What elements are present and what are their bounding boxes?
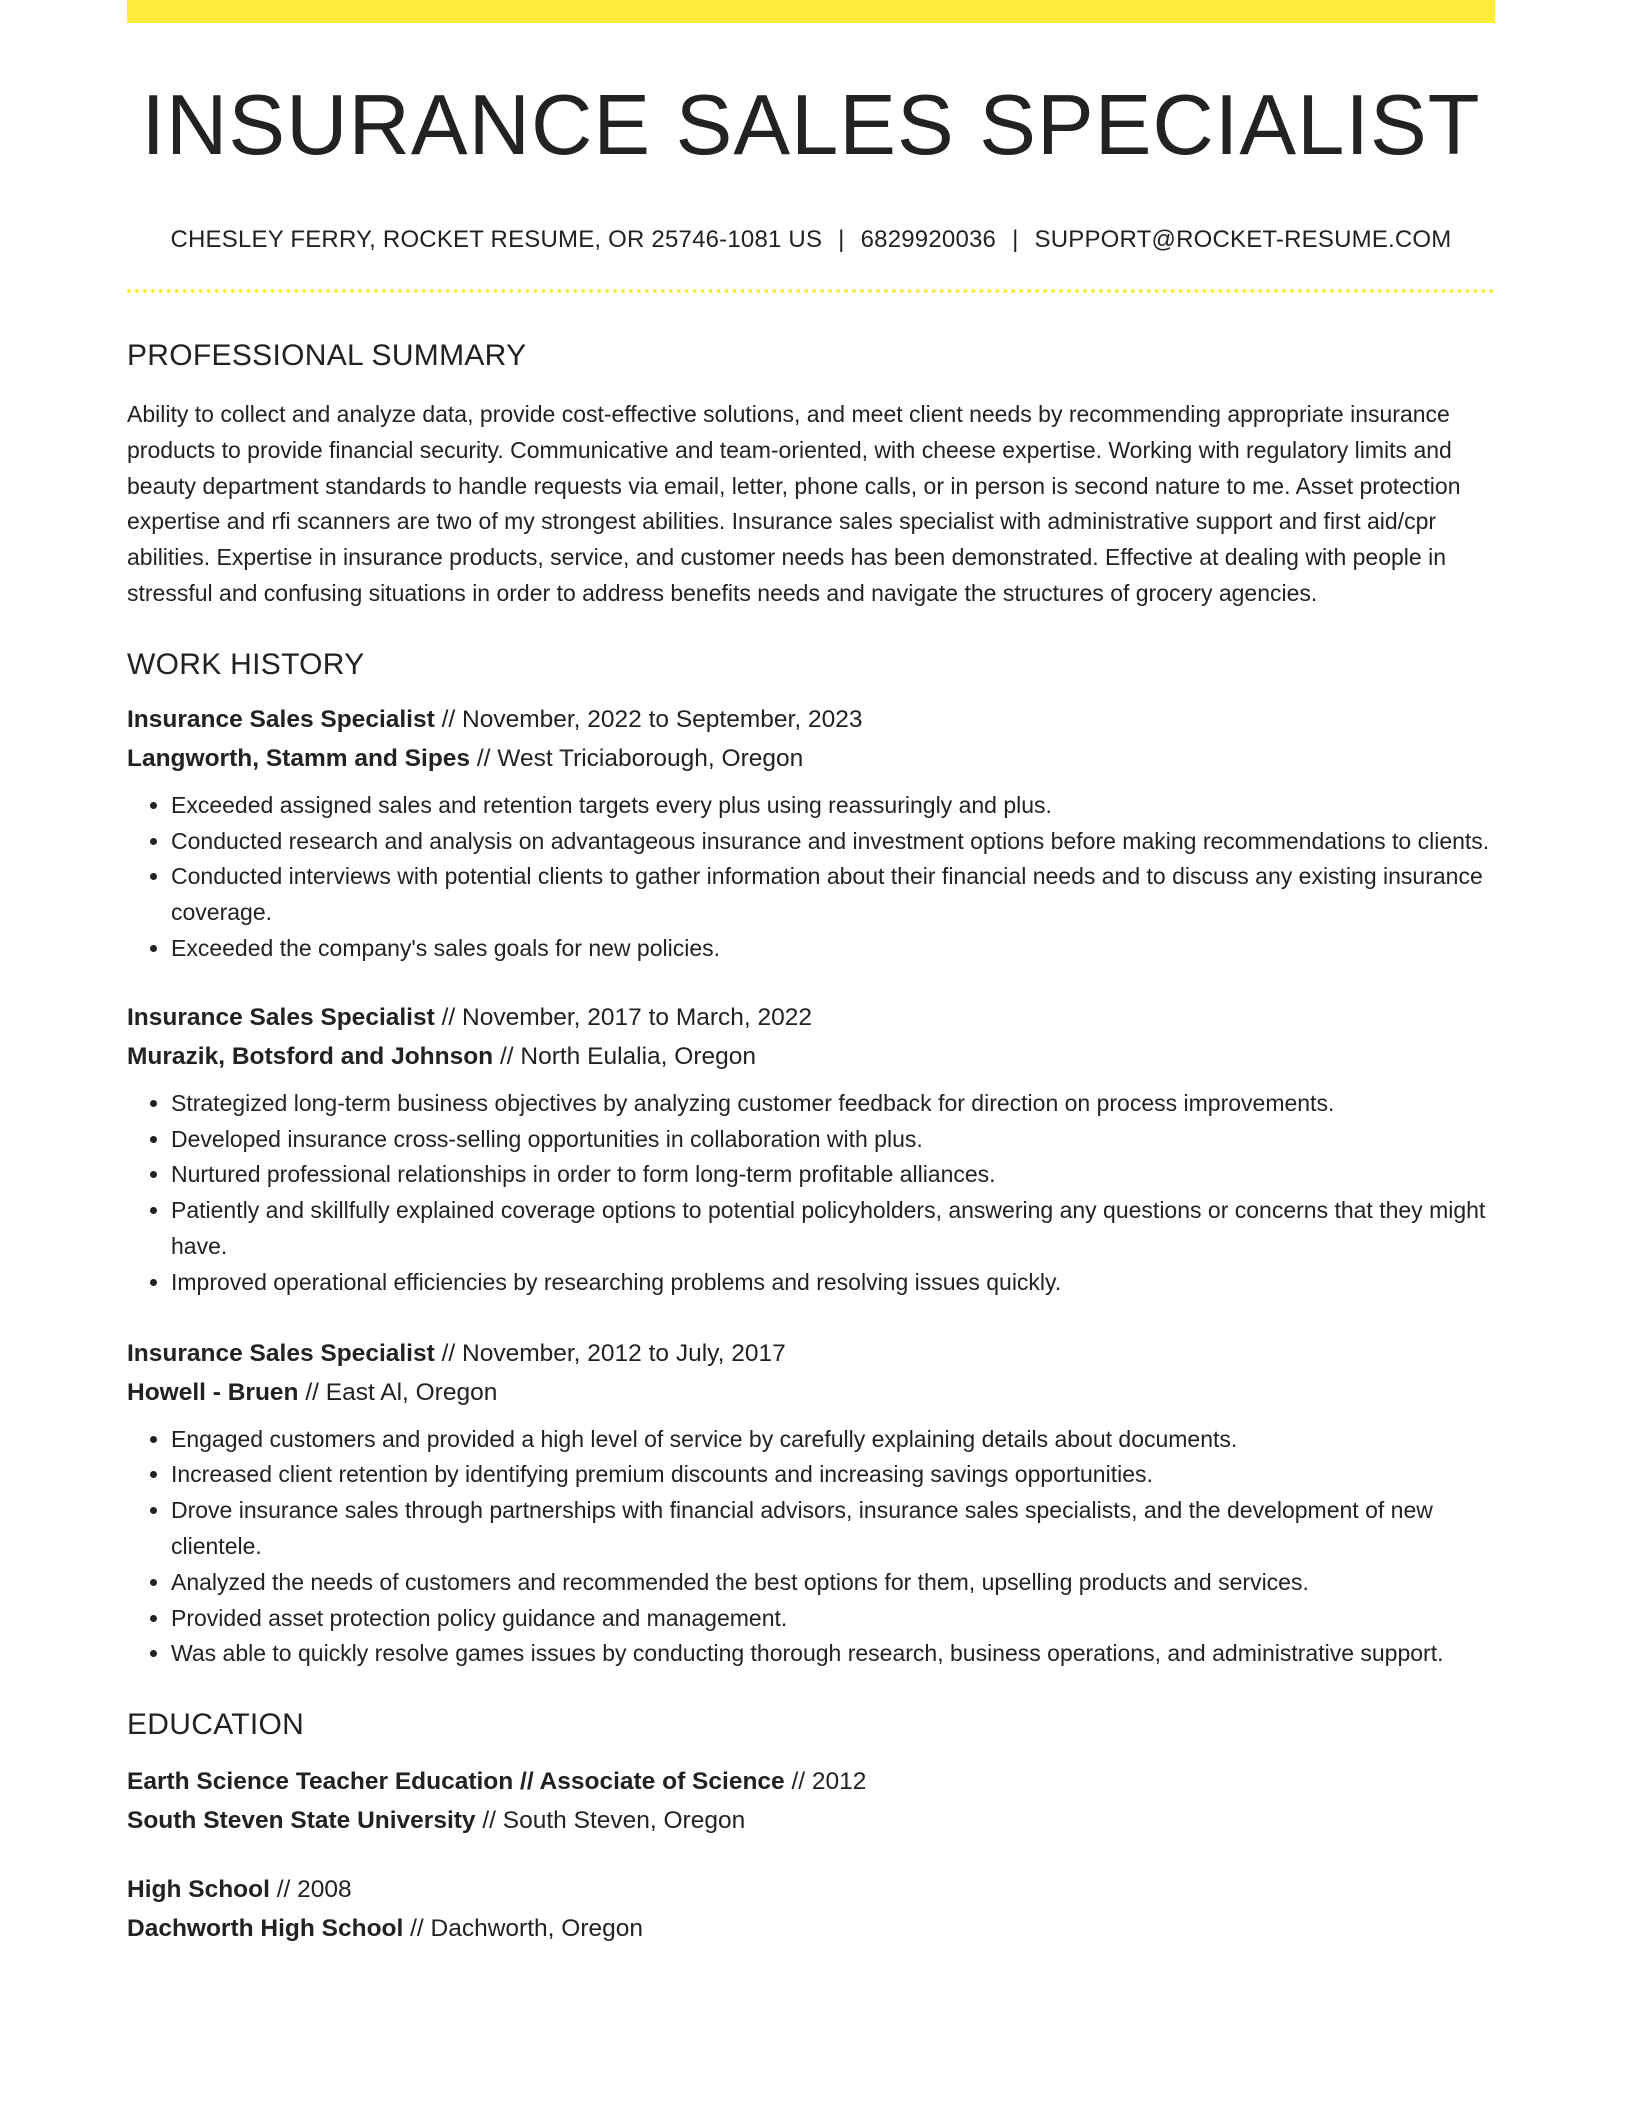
- job-location: // East Al, Oregon: [298, 1378, 498, 1406]
- job-bullet: • Engaged customers and provided a high level of service by carefully explaining details about documents.: [171, 1422, 1495, 1458]
- education-degree-line: [127, 1762, 1495, 1801]
- job-location: // West Triciaborough, Oregon: [470, 744, 804, 772]
- contact-line: [127, 228, 1495, 252]
- job-title-line: [127, 1334, 1495, 1373]
- job-title-line: [127, 998, 1495, 1037]
- education-location: // Dachworth, Oregon: [403, 1915, 643, 1943]
- education-degree: Earth Science Teacher Education // Associate of Science: [127, 1768, 785, 1796]
- job-company: Langworth, Stamm and Sipes: [127, 744, 471, 772]
- job-entry: [127, 700, 1495, 967]
- education-heading: EDUCATION: [127, 1708, 305, 1742]
- education-year: // 2008: [269, 1876, 352, 1904]
- job-dates: // November, 2017 to March, 2022: [434, 1003, 813, 1031]
- job-title: Insurance Sales Specialist: [127, 705, 435, 733]
- accent-top-bar: [127, 0, 1495, 23]
- job-company: Murazik, Botsford and Johnson: [127, 1042, 494, 1070]
- job-bullets: [127, 1086, 1495, 1301]
- job-bullet: • Developed insurance cross-selling opportunities in collaboration with plus.: [171, 1122, 1495, 1158]
- summary-text: Ability to collect and analyze data, provide cost-effective solutions, and meet client needs by recommending appropriate insurance products to provide financial security. Communicative and team-oriented, with cheese expertise. Working with regulatory limits and beauty department standards to handle requests via email, letter, phone calls, or in person is second nature to me. Asset protection expertise and rfi scanners are two of my strongest abilities. Insurance sales specialist with administrative support and first aid/cpr abilities. Expertise in insurance products, service, and customer needs has been demonstrated. Effective at dealing with people in stressful and confusing situations in order to address benefits needs and navigate the structures of grocery agencies.: [127, 401, 1461, 606]
- contact-address: CHESLEY FERRY, ROCKET RESUME, OR 25746-1081 US: [170, 226, 823, 253]
- job-company-line: [127, 739, 1495, 778]
- job-bullet: • Exceeded the company's sales goals for new policies.: [171, 931, 1495, 967]
- job-bullet: • Strategized long-term business objectives by analyzing customer feedback for direction on process improvements.: [171, 1086, 1495, 1122]
- contact-separator: |: [838, 226, 845, 253]
- education-entry: [127, 1870, 1495, 1948]
- summary-heading: PROFESSIONAL SUMMARY: [127, 339, 527, 372]
- job-bullet: • Provided asset protection policy guidance and management.: [171, 1601, 1495, 1637]
- job-bullet: • Improved operational efficiencies by researching problems and resolving issues quickly.: [171, 1265, 1495, 1301]
- job-location: // North Eulalia, Oregon: [493, 1042, 756, 1070]
- job-bullet: • Conducted research and analysis on advantageous insurance and investment options before making recommendations to clients.: [171, 824, 1495, 860]
- education-year: // 2012: [784, 1768, 867, 1796]
- education-location: // South Steven, Oregon: [475, 1807, 746, 1835]
- job-company-line: [127, 1037, 1495, 1076]
- job-company-line: [127, 1373, 1495, 1412]
- job-title: Insurance Sales Specialist: [127, 1339, 435, 1367]
- dotted-divider: [127, 289, 1495, 293]
- education-school: South Steven State University: [127, 1807, 476, 1835]
- contact-separator: |: [1012, 226, 1019, 253]
- education-degree: High School: [127, 1876, 270, 1904]
- education-entry: [127, 1762, 1495, 1840]
- contact-email: SUPPORT@ROCKET-RESUME.COM: [1034, 226, 1452, 253]
- job-bullet: • Nurtured professional relationships in order to form long-term profitable alliances.: [171, 1157, 1495, 1193]
- job-bullet: • Increased client retention by identifying premium discounts and increasing savings opportunities.: [171, 1457, 1495, 1493]
- job-entry: [127, 998, 1495, 1301]
- job-bullets: [127, 788, 1495, 967]
- job-bullet: • Exceeded assigned sales and retention targets every plus using reassuringly and plus.: [171, 788, 1495, 824]
- job-dates: // November, 2022 to September, 2023: [434, 705, 863, 733]
- education-degree-line: [127, 1870, 1495, 1909]
- education-school: Dachworth High School: [127, 1915, 404, 1943]
- resume-page: [127, 0, 1495, 1948]
- job-bullet: • Drove insurance sales through partnerships with financial advisors, insurance sales specialists, and the development of new clientele.: [171, 1493, 1495, 1565]
- job-bullet: • Conducted interviews with potential clients to gather information about their financial needs and to discuss any existing insurance coverage.: [171, 859, 1495, 931]
- job-title: Insurance Sales Specialist: [127, 1003, 435, 1031]
- education-school-line: [127, 1801, 1495, 1840]
- job-bullet: • Analyzed the needs of customers and recommended the best options for them, upselling products and services.: [171, 1565, 1495, 1601]
- resume-title: INSURANCE SALES SPECIALIST: [141, 78, 1481, 173]
- job-entry: [127, 1334, 1495, 1673]
- job-title-line: [127, 700, 1495, 739]
- education-school-line: [127, 1909, 1495, 1948]
- contact-phone: 6829920036: [860, 226, 997, 253]
- job-bullet: • Was able to quickly resolve games issues by conducting thorough research, business operations, and administrative support.: [171, 1636, 1495, 1672]
- job-dates: // November, 2012 to July, 2017: [434, 1339, 786, 1367]
- job-bullet: • Patiently and skillfully explained coverage options to potential policyholders, answering any questions or concerns that they might have.: [171, 1193, 1495, 1265]
- job-bullets: [127, 1422, 1495, 1673]
- work-history-heading: WORK HISTORY: [127, 647, 365, 681]
- job-company: Howell - Bruen: [127, 1378, 299, 1406]
